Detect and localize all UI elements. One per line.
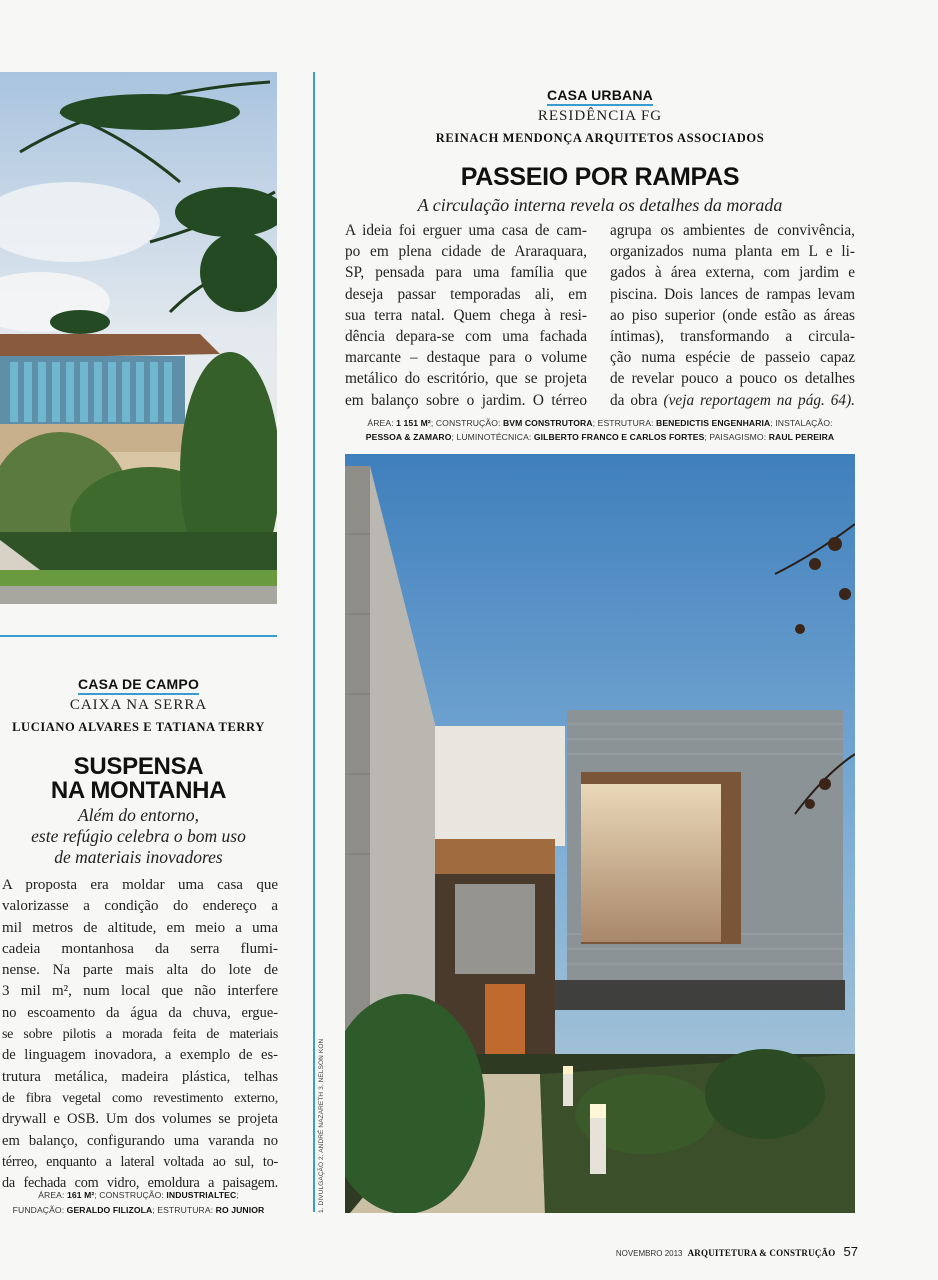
headline-line: NA MONTANHA [50,777,227,804]
text-line: em balanço sobre o jardim. O térreo [345,391,587,409]
text-line: de revelar pouco a pouco os detalhes [610,370,855,388]
text-line: metálico do escritório, que se projeta [345,370,587,388]
text-line: A proposta era moldar uma casa que [2,877,278,893]
text-line: drywall e OSB. Um dos volumes se projeta [2,1111,278,1128]
top-story-architects: REINACH MENDONÇA ARQUITETOS ASSOCIADOS [435,131,765,145]
text-line: A ideia foi erguer uma casa de cam- [345,222,587,239]
bottom-story-body [2,875,278,1194]
text-line: no escoamento da água da chuva, ergue- [2,1004,278,1021]
text-line: SP, pensada para uma família que [345,264,587,282]
text-line-last: da obra (veja reportagem na pág. 64). [610,391,855,409]
text-line: mil metros de altitude, em meio a uma [2,919,278,936]
text-line: valorizasse a condição do endereço a [2,898,278,915]
text-line: 3 mil m², num local que não interfere [2,983,278,1000]
left-house-illustration [0,72,277,604]
text-line: térreo, enquanto a lateral voltada ao sul, to- [2,1153,278,1170]
top-story-column-1 [345,220,587,411]
bottom-story-architects: LUCIANO ALVARES E TATIANA TERRY [12,720,265,734]
deck-line: Além do entorno, [77,805,200,825]
page-number: 57 [843,1244,858,1259]
text-line: de fibra vegetal como revestimento externo, [2,1090,278,1106]
text-line: deseja passar temporadas ali, em [345,285,587,303]
top-story-credits-line-1: ÁREA: 1 151 M²; CONSTRUÇÃO: BVM CONSTRUTORA; ESTRUTURA: BENEDICTIS ENGENHARIA; INSTALAÇÃO: [367,418,833,428]
text-line: marcante – destaque para o volume [345,349,587,367]
text-line: cadeia montanhosa da serra flumi- [2,940,278,957]
issue-date: NOVEMBRO 2013 [615,1249,683,1258]
column-divider-rule [313,72,315,1212]
text-line: piscina. Dois lances de rampas levam [610,285,855,303]
text-line: agrupa os ambientes de convivência, [610,222,855,239]
bottom-story-credits-line-2: FUNDAÇÃO: GERALDO FILIZOLA; ESTRUTURA: RO JUNIOR [12,1205,265,1215]
text-line: ção numa espécie de passeio capaz [610,349,855,367]
bottom-story-category: CASA DE CAMPO [0,676,277,692]
text-line: gados à área externa, com jardim e [610,264,855,282]
text-line: íntimas), transformando a circula- [610,328,855,346]
top-story-headline: PASSEIO POR RAMPAS [460,163,740,191]
top-story-project: RESIDÊNCIA FG [537,108,663,124]
top-story-category: CASA URBANA [345,87,855,103]
magazine-name: ARQUITETURA & CONSTRUÇÃO [687,1248,836,1258]
text-line: se sobre pilotis a morada feita de materiais [2,1027,278,1043]
bottom-story-credits-line-1: ÁREA: 161 M²; CONSTRUÇÃO: INDUSTRIALTEC; [38,1190,239,1200]
residencia-fg-illustration [345,454,855,1213]
page-reference: (veja reportagem na pág. 64). [663,391,855,409]
text-line: em balanço, configurando uma varanda no [2,1132,278,1149]
headline-line: SUSPENSA [73,753,204,780]
top-story-deck: A circulação interna revela os detalhes da morada [417,195,783,215]
text-line: nense. Na parte mais alta do lote de [2,962,278,979]
text-line: ao piso superior (onde estão as áreas [610,306,855,324]
bottom-story-headline [0,755,277,803]
bottom-story-project: CAIXA NA SERRA [69,697,208,713]
top-story-column-2 [610,220,855,411]
text-line: dência depara-se com uma fachada [345,328,587,346]
deck-line: este refúgio celebra o bom uso [31,826,246,846]
text-line: da fechada com vidro, emoldura a paisagem. [2,1175,278,1192]
text-line: organizados numa planta em L e li- [610,243,855,261]
top-story-credits-line-2: PESSOA & ZAMARO; LUMINOTÉCNICA: GILBERTO FRANCO E CARLOS FORTES; PAISAGISMO: RAUL PEREIRA [365,432,835,442]
page-footer [616,1241,858,1260]
story-divider-rule [0,635,277,637]
text-line: trutura metálica, madeira plástica, telhas [2,1068,278,1085]
main-house-photo [345,454,855,1213]
photo-credit: 1. DIVULGAÇÃO 2. ANDRÉ NAZARETH 3. NELSON KON [318,1038,325,1213]
deck-line: de materiais inovadores [54,847,223,867]
text-line: de linguagem inovadora, a exemplo de es- [2,1047,278,1064]
bottom-story-deck [0,805,277,868]
text-line: sua terra natal. Quem chega à resi- [345,306,587,324]
left-house-photo [0,72,277,604]
text-line: po em plena cidade de Araraquara, [345,243,587,261]
